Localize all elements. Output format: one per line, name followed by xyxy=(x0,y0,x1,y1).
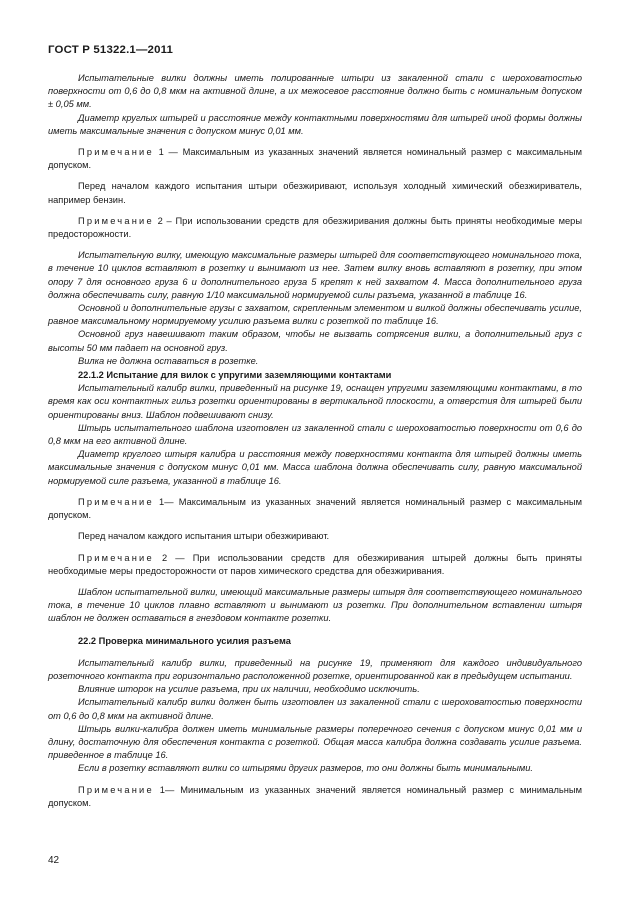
paragraph: Влияние шторок на усилие разъема, при их наличии, необходимо исключить. xyxy=(78,684,420,695)
section-heading: 22.2 Проверка минимального усилия разъема xyxy=(78,635,291,646)
note xyxy=(48,215,582,241)
note xyxy=(48,146,582,172)
note-text: 2 — При использовании средств для обезжиривания штырей должны быть приняты необходимые меры предосторожности от паров химического средства для обезжиривания. xyxy=(48,552,582,576)
subsection-heading: 22.1.2 Испытание для вилок с упругими заземляющими контактами xyxy=(78,370,392,381)
note-text: 1— Максимальным из указанных значений является номинальный размер с максимальным допуском. xyxy=(48,496,582,521)
note-label: Примечание xyxy=(78,784,154,795)
paragraph: Основной и дополнительные грузы с захватом, скрепленным элементом и вилкой должны обеспечивать усилие, равное максимальному нормируемому усилию разъема вилки с розеткой по таблице 16. xyxy=(48,303,582,327)
paragraph: Диаметр круглого штыря калибра и расстояния между поверхностями контакта для штырей должны иметь максимальные значения с допуском минус 0,01 мм. Масса шаблона должна обеспечивать силу, равную максимальной нормируемой силе разъема, указанной в таблице 16. xyxy=(48,449,582,486)
note-label: Примечание xyxy=(78,215,154,226)
paragraph: Перед началом каждого испытания штыри обезжиривают. xyxy=(78,531,330,542)
paragraph: Испытательный калибр вилки должен быть изготовлен из закаленной стали с шероховатостью поверхности от 0,6 до 0,8 мкм на активной длине. xyxy=(48,697,582,721)
note xyxy=(48,552,582,578)
note-label: Примечание xyxy=(78,496,154,507)
paragraph: Диаметр круглых штырей и расстояние между контактными поверхностями для штырей иной формы должны иметь максимальные значения с допуском минус 0,01 мм. xyxy=(48,112,582,136)
document-page xyxy=(48,44,582,818)
paragraph: Штырь вилки-калибра должен иметь минимальные размеры поперечного сечения с допуском минус 0,01 мм и длину, достаточную для обеспечения контакта с розеткой. Общая масса калибра должна создавать усилие разъема. приведенное в таблице 16. xyxy=(48,723,582,761)
paragraph: Шаблон испытательной вилки, имеющий максимальные размеры штыря для соответствующего номинального тока, в течение 10 циклов плавно вставляют и вынимают из розетки. При дополнительном вставлении штыря шаблон не должен оставаться в гнездовом контакте розетки. xyxy=(48,586,582,624)
note xyxy=(48,496,582,522)
note-text: 2 – При использовании средств для обезжиривания должны быть приняты необходимые меры предосторожности. xyxy=(48,215,582,240)
page-number: 42 xyxy=(48,855,60,866)
note-text: 1— Минимальным из указанных значений является номинальный размер с минимальным допуском. xyxy=(48,784,582,808)
paragraph: Если в розетку вставляют вилки со штырями других размеров, то они должны быть минимальными. xyxy=(78,763,534,774)
note-text: 1 — Максимальным из указанных значений является номинальный размер с максимальным допуском. xyxy=(48,147,582,171)
note xyxy=(48,784,582,810)
paragraph: Испытательный калибр вилки, приведенный на рисунке 19, оснащен упругими заземляющими контактами, в то время как оси контактных гильз розетки ориентированы в вертикальной плоскости, а отверстия для штырей были ориентированы вниз. Шаблон подвешивают снизу. xyxy=(48,383,582,420)
document-header: ГОСТ Р 51322.1—2011 xyxy=(48,44,174,56)
note-label: Примечание xyxy=(78,147,154,158)
paragraph: Штырь испытательного шаблона изготовлен из закаленной стали с шероховатостью поверхности от 0,6 до 0,8 мкм на его активной длине. xyxy=(48,422,582,447)
paragraph: Вилка не должна оставаться в розетке. xyxy=(78,355,259,366)
paragraph: Перед началом каждого испытания штыри обезжиривают, используя холодный химический обезжириватель, например бензин. xyxy=(48,181,582,205)
paragraph: Испытательный калибр вилки, приведенный на рисунке 19, применяют для каждого индивидуального розеточного контакта при горизонтально расположенной розетке, ориентированной как в предыдущем испытании. xyxy=(48,657,582,681)
paragraph: Основной груз навешивают таким образом, чтобы не вызвать сотрясения вилки, а дополнительный груз с высоты 50 мм падает на основной груз. xyxy=(48,329,582,353)
paragraph: Испытательные вилки должны иметь полированные штыри из закаленной стали с шероховатостью поверхности от 0,6 до 0,8 мкм на активной длине, а их межосевое расстояние должно быть с номинальным допуском ± 0,05 мм. xyxy=(48,73,582,110)
note-label: Примечание xyxy=(78,552,154,563)
paragraph: Испытательную вилку, имеющую максимальные размеры штырей для соответствующего номинального тока, в течение 10 циклов вставляют в розетку и вынимают из нее. Затем вилку вновь вставляют в розетку, при этом опору 7 для основного груза 6 и дополнительного груза 5 крепят к ней захватом 4. Масса дополнительного груза должна обеспечивать силу, равную 1/10 максимальной нормируемой силы разъема, указанной в таблице 16. xyxy=(48,250,582,300)
